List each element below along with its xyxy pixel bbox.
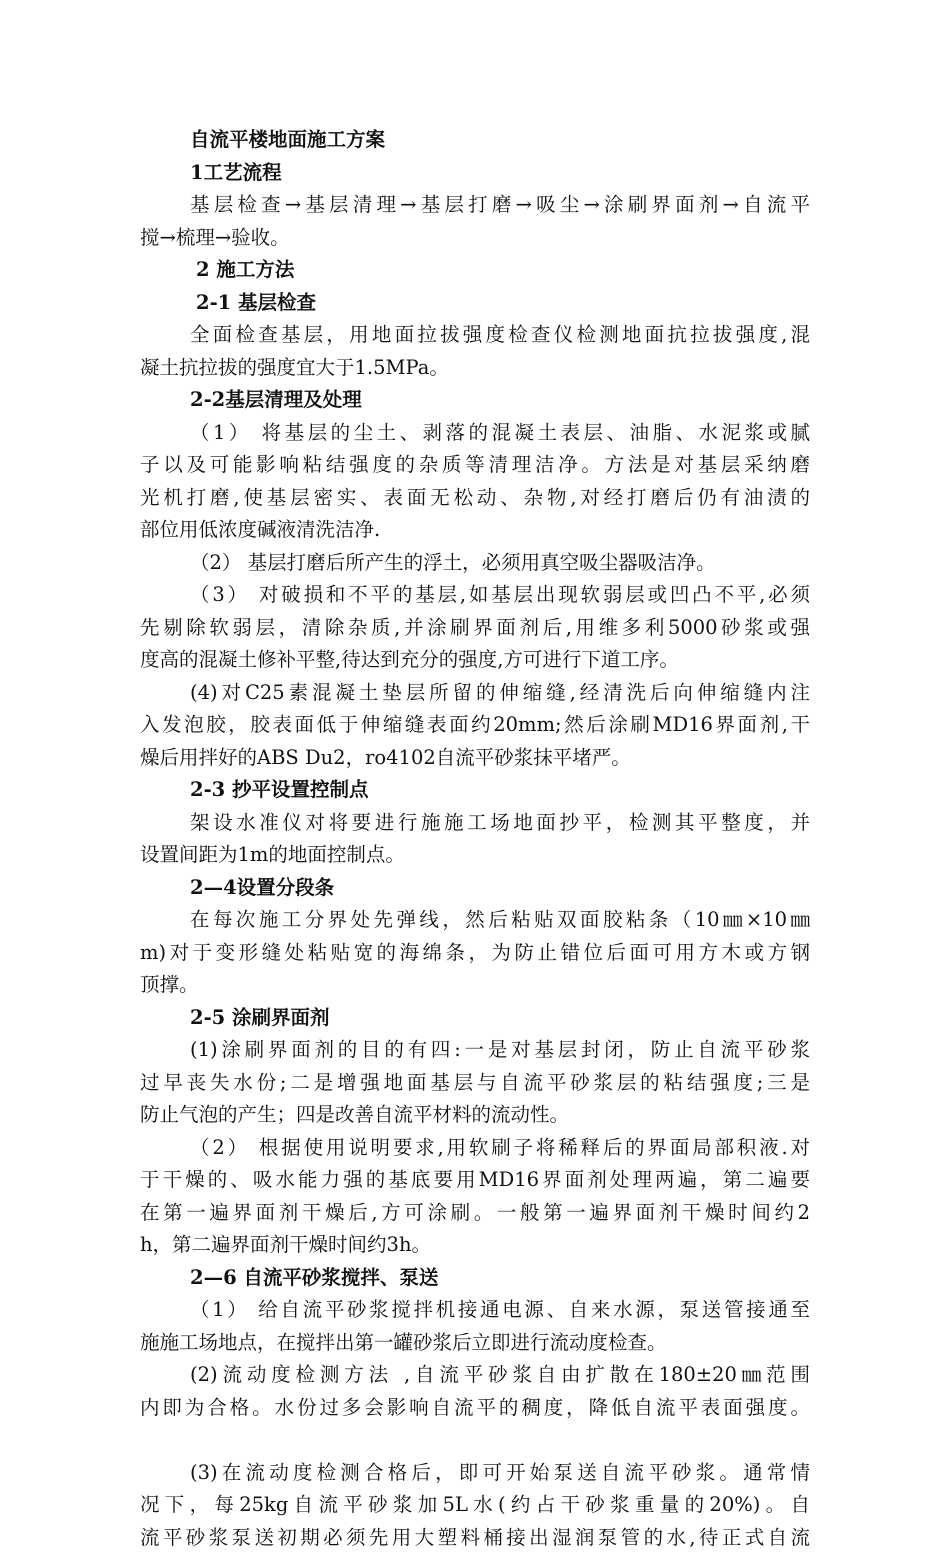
- paragraph-line: 施施工场地点，在搅拌出第一罐砂浆后立即进行流动度检查。: [140, 1327, 810, 1360]
- paragraph-line: 先剔除软弱层，清除杂质,并涂刷界面剂后,用维多利5000砂浆或强: [140, 612, 810, 645]
- subsection-heading: 2-3 抄平设置控制点: [140, 774, 810, 807]
- paragraph-line: 燥后用拌好的ABS Du2，ro4102自流平砂浆抹平堵严。: [140, 742, 810, 775]
- subsection-heading: 2—6 自流平砂浆搅拌、泵送: [140, 1262, 810, 1295]
- paragraph-line: 在第一遍界面剂干燥后,方可涂刷。一般第一遍界面剂干燥时间约2: [140, 1197, 810, 1230]
- paragraph-line: (2)流动度检测方法 ,自流平砂浆自由扩散在180±20㎜范围: [140, 1359, 810, 1392]
- paragraph-gap: [140, 1424, 810, 1457]
- paragraph-line: 光机打磨,使基层密实、表面无松动、杂物,对经打磨后仍有油渍的: [140, 482, 810, 515]
- paragraph-line: (3)在流动度检测合格后，即可开始泵送自流平砂浆。通常情: [140, 1457, 810, 1490]
- document-title: 自流平楼地面施工方案: [140, 124, 810, 157]
- paragraph-line: （2） 根据使用说明要求,用软刷子将稀释后的界面局部积液.对: [140, 1132, 810, 1165]
- paragraph-line: 于干燥的、吸水能力强的基底要用MD16界面剂处理两遍，第二遍要: [140, 1164, 810, 1197]
- paragraph-line: 设置间距为1m的地面控制点。: [140, 839, 810, 872]
- paragraph-line: 流平砂浆泵送初期必须先用大塑料桶接出湿润泵管的水,待正式自流: [140, 1522, 810, 1554]
- paragraph-line: 全面检查基层，用地面拉拔强度检查仪检测地面抗拉拔强度,混: [140, 319, 810, 352]
- paragraph-line: 过早丧失水份;二是增强地面基层与自流平砂浆层的粘结强度;三是: [140, 1067, 810, 1100]
- paragraph-line: 架设水准仪对将要进行施施工场地面抄平，检测其平整度，并: [140, 807, 810, 840]
- paragraph-line: 搅→梳理→验收。: [140, 222, 810, 255]
- paragraph-line: 在每次施工分界处先弹线，然后粘贴双面胶粘条（10㎜×10㎜: [140, 904, 810, 937]
- paragraph-line: 顶撑。: [140, 969, 810, 1002]
- paragraph-line: 度高的混凝土修补平整,待达到充分的强度,方可进行下道工序。: [140, 644, 810, 677]
- paragraph-line: （3） 对破损和不平的基层,如基层出现软弱层或凹凸不平,必须: [140, 579, 810, 612]
- paragraph-line: （2） 基层打磨后所产生的浮土，必须用真空吸尘器吸洁净。: [140, 547, 810, 580]
- paragraph-line: 基层检查→基层清理→基层打磨→吸尘→涂刷界面剂→自流平: [140, 189, 810, 222]
- subsection-heading: 2-1 基层检查: [140, 287, 810, 320]
- paragraph-line: 内即为合格。水份过多会影响自流平的稠度，降低自流平表面强度。: [140, 1392, 810, 1425]
- section-heading: 1工艺流程: [140, 157, 810, 190]
- subsection-heading: 2-5 涂刷界面剂: [140, 1002, 810, 1035]
- subsection-heading: 2-2基层清理及处理: [140, 384, 810, 417]
- section-heading: 2 施工方法: [140, 254, 810, 287]
- paragraph-line: (4)对C25素混凝土垫层所留的伸缩缝,经清洗后向伸缩缝内注: [140, 677, 810, 710]
- paragraph-line: （1） 给自流平砂浆搅拌机接通电源、自来水源，泵送管接通至: [140, 1294, 810, 1327]
- paragraph-line: 凝土抗拉拔的强度宜大于1.5MPa。: [140, 352, 810, 385]
- paragraph-line: 况下，每25kg自流平砂浆加5L水(约占干砂浆重量的20%)。自: [140, 1489, 810, 1522]
- subsection-heading: 2—4设置分段条: [140, 872, 810, 905]
- paragraph-line: 入发泡胶，胶表面低于伸缩缝表面约20mm;然后涂刷MD16界面剂,干: [140, 709, 810, 742]
- paragraph-line: （1） 将基层的尘土、剥落的混凝土表层、油脂、水泥浆或腻: [140, 417, 810, 450]
- paragraph-line: 子以及可能影响粘结强度的杂质等清理洁净。方法是对基层采纳磨: [140, 449, 810, 482]
- paragraph-line: m)对于变形缝处粘贴宽的海绵条，为防止错位后面可用方木或方钢: [140, 937, 810, 970]
- paragraph-line: h，第二遍界面剂干燥时间约3h。: [140, 1229, 810, 1262]
- paragraph-line: 部位用低浓度碱液清洗洁净.: [140, 514, 810, 547]
- paragraph-line: 防止气泡的产生；四是改善自流平材料的流动性。: [140, 1099, 810, 1132]
- paragraph-line: (1)涂刷界面剂的目的有四:一是对基层封闭，防止自流平砂浆: [140, 1034, 810, 1067]
